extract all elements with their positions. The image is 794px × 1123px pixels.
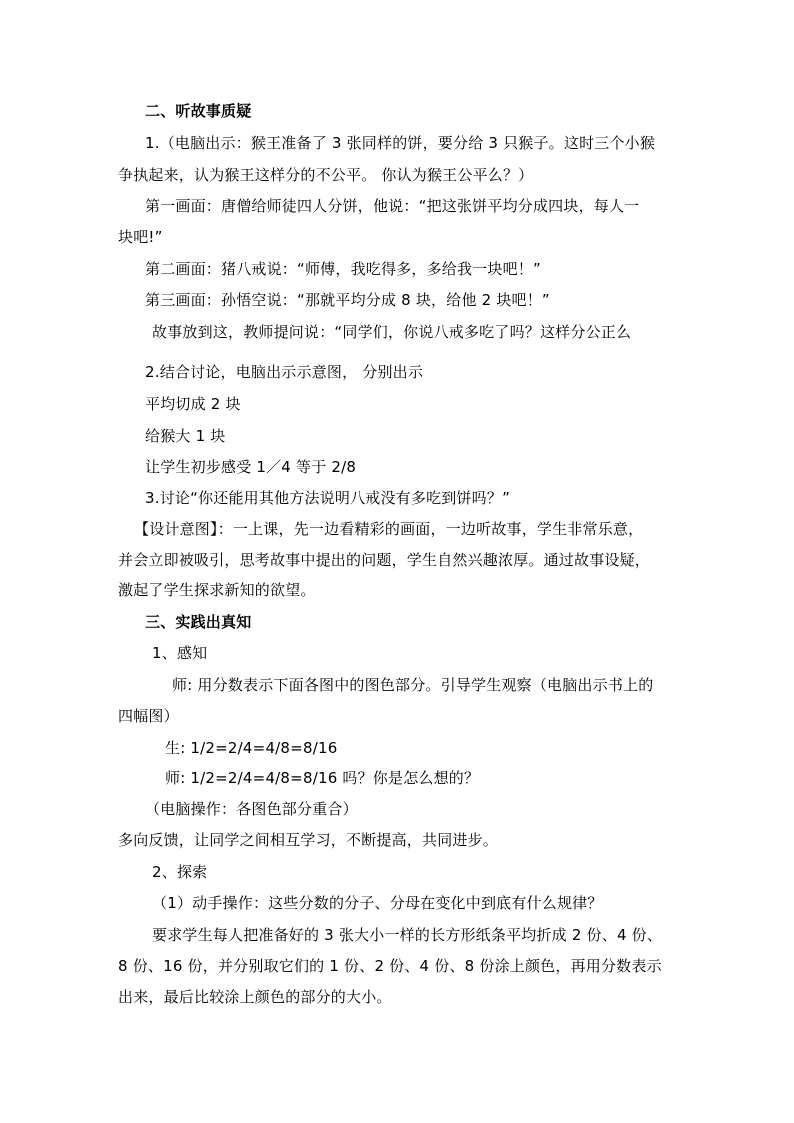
paragraph-line: 第三画面：孙悟空说：“那就平均分成 8 块，给他 2 块吧！” <box>145 291 550 309</box>
paragraph-line: 8 份、16 份，并分别取它们的 1 份、2 份、4 份、8 份涂上颜色，再用分数表示 <box>118 957 662 975</box>
paragraph-line: 并会立即被吸引，思考故事中提出的问题，学生自然兴趣浓厚。通过故事设疑， <box>118 551 651 569</box>
paragraph-line: 生: 1/2=2/4=4/8=8/16 <box>165 739 338 757</box>
paragraph-line: 要求学生每人把准备好的 3 张大小一样的长方形纸条平均折成 2 份、4 份、 <box>152 926 663 944</box>
subheading-explore: 2、探索 <box>152 863 208 881</box>
paragraph-line: 争执起来，认为猴王这样分的不公平。 你认为猴王公平么？） <box>118 166 534 184</box>
paragraph-line: （1）动手操作：这些分数的分子、分母在变化中到底有什么规律？ <box>152 894 603 912</box>
paragraph-line: 出来，最后比较涂上颜色的部分的大小。 <box>118 988 392 1006</box>
paragraph-line: 师: 1/2=2/4=4/8=8/16 吗？你是怎么想的？ <box>165 769 480 787</box>
paragraph-line: 激起了学生探求新知的欲望。 <box>118 581 316 599</box>
design-intent-line: 【设计意图】：一上课，先一边看精彩的画面，一边听故事，学生非常乐意， <box>134 520 644 538</box>
paragraph-line: 师: 用分数表示下面各图中的图色部分。引导学生观察（电脑出示书上的 <box>172 676 654 694</box>
paragraph-line: 第二画面：猪八戒说：“师傅，我吃得多，多给我一块吧！” <box>145 260 541 278</box>
paragraph-line: 第一画面：唐僧给师徒四人分饼，他说：“把这张饼平均分成四块，每人一 <box>145 197 640 215</box>
paragraph-line: 平均切成 2 块 <box>145 395 241 413</box>
subheading-perceive: 1、感知 <box>152 644 208 662</box>
paragraph-line: 四幅图） <box>118 707 179 725</box>
paragraph-line: 给猴大 1 块 <box>145 427 226 445</box>
paragraph-line: （电脑操作：各图色部分重合） <box>145 800 358 818</box>
paragraph-line: 块吧!” <box>118 228 163 246</box>
section-heading-listen-story: 二、听故事质疑 <box>145 102 252 120</box>
paragraph-line: 3.讨论“你还能用其他方法说明八戒没有多吃到饼吗？” <box>145 489 511 507</box>
section-heading-practice: 三、实践出真知 <box>145 613 252 631</box>
paragraph-line: 故事放到这，教师提问说：“同学们，你说八戒多吃了吗？这样分公正么 <box>152 323 632 341</box>
paragraph-line: 1.（电脑出示：猴王准备了 3 张同样的饼，要分给 3 只猴子。这时三个小猴 <box>145 134 656 152</box>
paragraph-line: 2.结合讨论，电脑出示示意图， 分别出示 <box>145 363 424 381</box>
paragraph-line: 让学生初步感受 1／4 等于 2/8 <box>145 458 357 476</box>
paragraph-line: 多向反馈，让同学之间相互学习，不断提高，共同进步。 <box>118 831 499 849</box>
